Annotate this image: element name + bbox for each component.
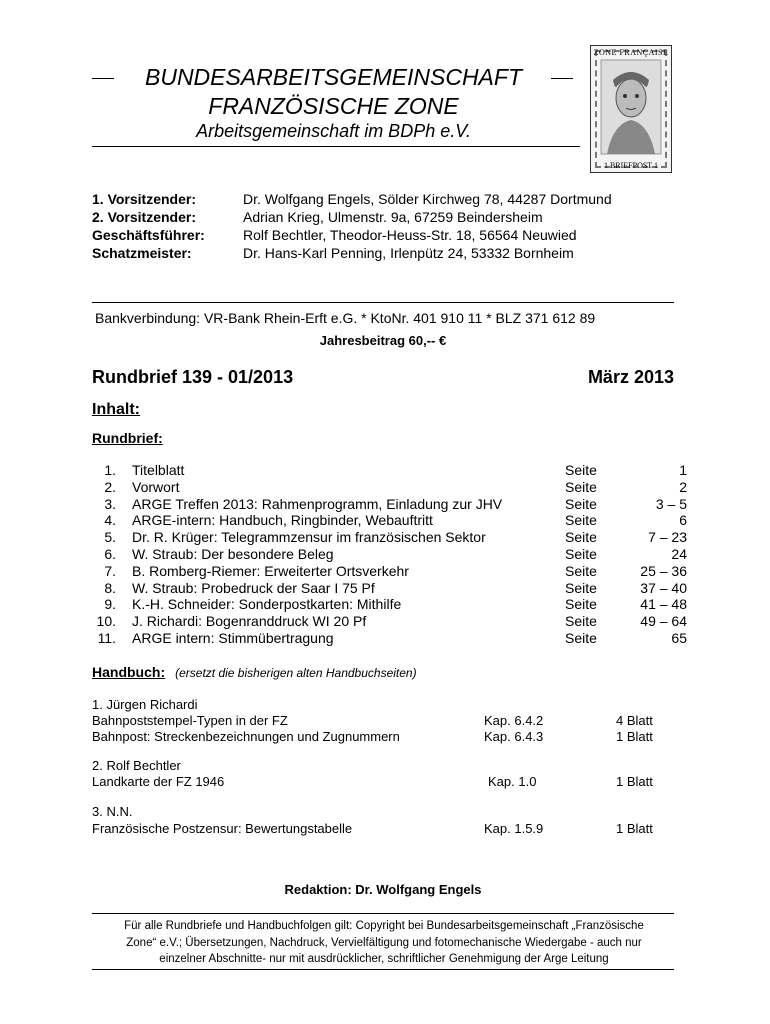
- hb-item-blatt: 1 Blatt: [616, 821, 653, 836]
- hb-item-title: Landkarte der FZ 1946: [92, 774, 225, 789]
- toc-pages: 65: [671, 629, 687, 646]
- toc-number: 5.: [104, 529, 116, 546]
- copyright-notice: [82, 918, 686, 968]
- hb-item-kap: Kap. 6.4.3: [484, 729, 544, 744]
- contents-heading: Inhalt:: [92, 401, 140, 418]
- toc-seite: Seite: [565, 629, 597, 646]
- toc-number: 9.: [104, 596, 116, 613]
- hb-author: 2. Rolf Bechtler: [92, 758, 181, 773]
- toc-seite: Seite: [565, 613, 597, 630]
- hb-item-title: Bahnpoststempel-Typen in der FZ: [92, 713, 288, 728]
- toc-row: [92, 496, 687, 513]
- toc-title: Vorwort: [132, 478, 180, 495]
- toc-number: 7.: [104, 562, 116, 579]
- stamp-bottom-text: 1 BRIEFPOST 1: [603, 161, 659, 170]
- toc-number: 8.: [104, 579, 116, 596]
- toc-row: [92, 529, 687, 546]
- toc-pages: 7 – 23: [648, 529, 687, 546]
- toc-seite: Seite: [565, 478, 597, 495]
- toc-seite: Seite: [565, 579, 597, 596]
- officer-name: Rolf Bechtler, Theodor-Heuss-Str. 18, 56564 Neuwied: [243, 227, 577, 243]
- officer-role: Geschäftsführer:: [92, 227, 205, 243]
- toc-pages: 37 – 40: [640, 579, 687, 596]
- toc-number: 6.: [104, 545, 116, 562]
- table-of-contents: [92, 462, 687, 647]
- handbuch-heading-row: [92, 664, 417, 680]
- toc-title: K.-H. Schneider: Sonderpostkarten: Mithilfe: [132, 596, 402, 613]
- toc-row: [92, 596, 687, 613]
- toc-title: Dr. R. Krüger: Telegrammzensur im französischen Sektor: [132, 529, 486, 546]
- hb-item-blatt: 1 Blatt: [616, 774, 653, 789]
- toc-seite: Seite: [565, 495, 597, 512]
- copyright-line: Zone“ e.V.; Übersetzungen, Nachdruck, Vervielfältigung und fotomechanische Wiedergabe - auch nur: [126, 936, 642, 949]
- toc-title: ARGE Treffen 2013: Rahmenprogramm, Einladung zur JHV: [132, 495, 503, 512]
- hb-item-blatt: 4 Blatt: [616, 713, 653, 728]
- stamp-top-text: ZONE FRANÇAISE: [593, 48, 669, 57]
- copyright-line: Für alle Rundbriefe und Handbuchfolgen gilt: Copyright bei Bundesarbeitsgemeinschaft „Französische: [124, 920, 644, 932]
- toc-row: [92, 563, 687, 580]
- officer-role: 2. Vorsitzender:: [92, 209, 196, 225]
- handbuch-note: (ersetzt die bisherigen alten Handbuchseiten): [175, 666, 417, 680]
- toc-pages: 1: [679, 462, 687, 478]
- officer-name: Adrian Krieg, Ulmenstr. 9a, 67259 Beindersheim: [243, 209, 543, 225]
- toc-title: ARGE-intern: Handbuch, Ringbinder, Webauftritt: [132, 512, 433, 529]
- toc-number: 1.: [104, 462, 116, 478]
- officer-roles: [92, 190, 205, 262]
- toc-row: [92, 462, 687, 479]
- toc-row: [92, 479, 687, 496]
- hb-author: 3. N.N.: [92, 804, 133, 819]
- toc-seite: Seite: [565, 596, 597, 613]
- stamp-image: [590, 45, 672, 173]
- toc-title: J. Richardi: Bogenranddruck WI 20 Pf: [132, 613, 367, 630]
- toc-pages: 41 – 48: [640, 596, 687, 613]
- officer-name: Dr. Hans-Karl Penning, Irlenpütz 24, 53332 Bornheim: [243, 245, 574, 261]
- toc-seite: Seite: [565, 562, 597, 579]
- handbuch-heading: Handbuch:: [92, 664, 166, 680]
- footer-rule-top: [92, 913, 674, 914]
- officer-names: [243, 190, 612, 262]
- editor-line: Redaktion: Dr. Wolfgang Engels: [284, 882, 482, 897]
- toc-seite: Seite: [565, 545, 597, 562]
- toc-row: [92, 580, 687, 597]
- toc-pages: 24: [671, 545, 687, 562]
- toc-pages: 25 – 36: [640, 562, 687, 579]
- toc-pages: 6: [679, 512, 687, 529]
- header-rule: [92, 146, 580, 147]
- copyright-line: einzelner Abschnitte- nur mit ausdrücklicher, schriftlicher Genehmigung der Arge Leitung: [159, 953, 609, 965]
- toc-row: [92, 512, 687, 529]
- bank-rule: [92, 302, 674, 303]
- hb-item-kap: Kap. 6.4.2: [484, 713, 544, 728]
- org-subtitle: Arbeitsgemeinschaft im BDPh e.V.: [196, 121, 471, 141]
- toc-number: 10.: [96, 613, 116, 630]
- footer-rule-bottom: [92, 969, 674, 970]
- toc-seite: Seite: [565, 512, 597, 529]
- toc-title: W. Straub: Der besondere Beleg: [132, 545, 334, 562]
- hb-item-title: Bahnpost: Streckenbezeichnungen und Zugnummern: [92, 729, 400, 744]
- rundbrief-heading: Rundbrief:: [92, 430, 163, 446]
- toc-pages: 2: [679, 478, 687, 495]
- toc-row: [92, 546, 687, 563]
- toc-seite: Seite: [565, 462, 597, 478]
- toc-title: W. Straub: Probedruck der Saar I 75 Pf: [132, 579, 375, 596]
- toc-title: B. Romberg-Riemer: Erweiterter Ortsverkehr: [132, 562, 409, 579]
- toc-pages: 49 – 64: [640, 613, 687, 630]
- org-title-line1: BUNDESARBEITSGEMEINSCHAFT: [145, 64, 522, 90]
- issue-title: Rundbrief 139 - 01/2013: [92, 367, 294, 387]
- officer-role: Schatzmeister:: [92, 245, 192, 261]
- toc-title: Titelblatt: [132, 462, 185, 478]
- toc-seite: Seite: [565, 529, 597, 546]
- officer-name: Dr. Wolfgang Engels, Sölder Kirchweg 78, 44287 Dortmund: [243, 191, 612, 207]
- hb-item-blatt: 1 Blatt: [616, 729, 653, 744]
- hb-item-title: Französische Postzensur: Bewertungstabelle: [92, 821, 353, 836]
- issue-date: März 2013: [587, 367, 674, 387]
- toc-number: 3.: [104, 495, 116, 512]
- portrait-icon: [591, 46, 671, 172]
- title-dash-right: [551, 78, 573, 79]
- toc-row: [92, 630, 687, 647]
- hb-item-kap: Kap. 1.0: [488, 774, 537, 789]
- toc-title: ARGE intern: Stimmübertragung: [132, 629, 334, 646]
- annual-fee: Jahresbeitrag 60,-- €: [319, 333, 447, 348]
- toc-number: 11.: [97, 629, 116, 646]
- toc-number: 2.: [104, 478, 116, 495]
- org-title-line2: FRANZÖSISCHE ZONE: [208, 93, 459, 119]
- bank-details: Bankverbindung: VR-Bank Rhein-Erft e.G. * KtoNr. 401 910 11 * BLZ 371 612 89: [95, 310, 596, 326]
- officer-role: 1. Vorsitzender:: [92, 191, 196, 207]
- hb-author: 1. Jürgen Richardi: [92, 697, 198, 712]
- hb-item-kap: Kap. 1.5.9: [484, 821, 544, 836]
- toc-number: 4.: [104, 512, 116, 529]
- toc-row: [92, 613, 687, 630]
- toc-pages: 3 – 5: [655, 495, 687, 512]
